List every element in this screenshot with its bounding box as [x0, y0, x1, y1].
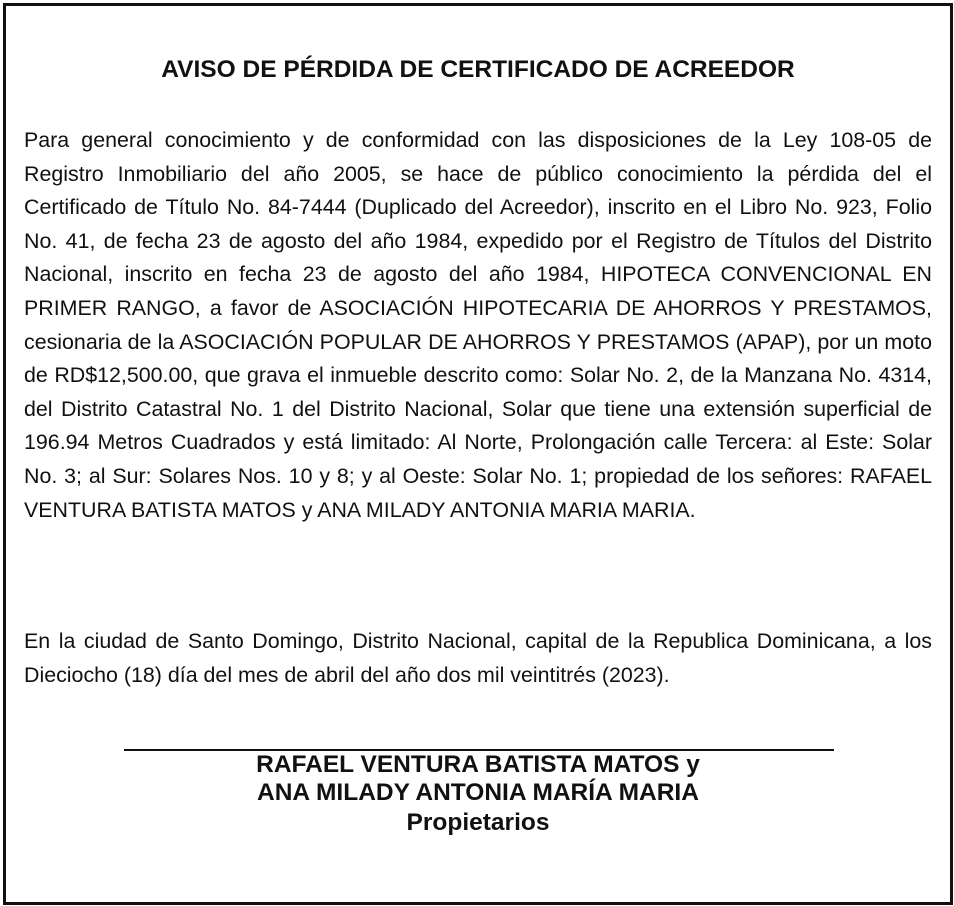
signatory-name-1: RAFAEL VENTURA BATISTA MATOS y	[256, 751, 700, 778]
notice-date-paragraph: En la ciudad de Santo Domingo, Distrito Nacional, capital de la Republica Dominicana, a los Dieciocho (18) día del mes de abril del año dos mil veintitrés (2023).	[24, 629, 932, 687]
signatory-name-2: ANA MILADY ANTONIA MARÍA MARIA	[257, 779, 699, 806]
signatory-role: Propietarios	[406, 809, 550, 836]
notice-body-paragraph: Para general conocimiento y de conformidad con las disposiciones de la Ley 108-05 de Registro Inmobiliario del año 2005, se hace de público conocimiento la pérdida del el Certificado de Título No. 84-7444 (Duplicado del Acreedor), inscrito en el Libro No. 923, Folio No. 41, de fecha 23 de agosto del año 1984, expedido por el Registro de Títulos del Distrito Nacional, inscrito en fecha 23 de agosto del año 1984, HIPOTECA CONVENCIONAL EN PRIMER RANGO, a favor de ASOCIACIÓN HIPOTECARIA DE AHORROS Y PRESTAMOS, cesionaria de la ASOCIACIÓN POPULAR DE AHORROS Y PRESTAMOS (APAP), por un moto de RD$12,500.00, que grava el inmueble descrito como: Solar No. 2, de la Manzana No. 4314, del Distrito Catastral No. 1 del Distrito Nacional, Solar que tiene una extensión superficial de 196.94 Metros Cuadrados y está limitado: Al Norte, Prolongación calle Tercera: al Este: Solar No. 3; al Sur: Solares Nos. 10 y 8; y al Oeste: Solar No. 1; propiedad de los señores: RAFAEL VENTURA BATISTA MATOS y ANA MILADY ANTONIA MARIA MARIA.	[24, 128, 932, 522]
notice-border	[3, 3, 953, 905]
notice-title: AVISO DE PÉRDIDA DE CERTIFICADO DE ACREEDOR	[161, 56, 795, 83]
